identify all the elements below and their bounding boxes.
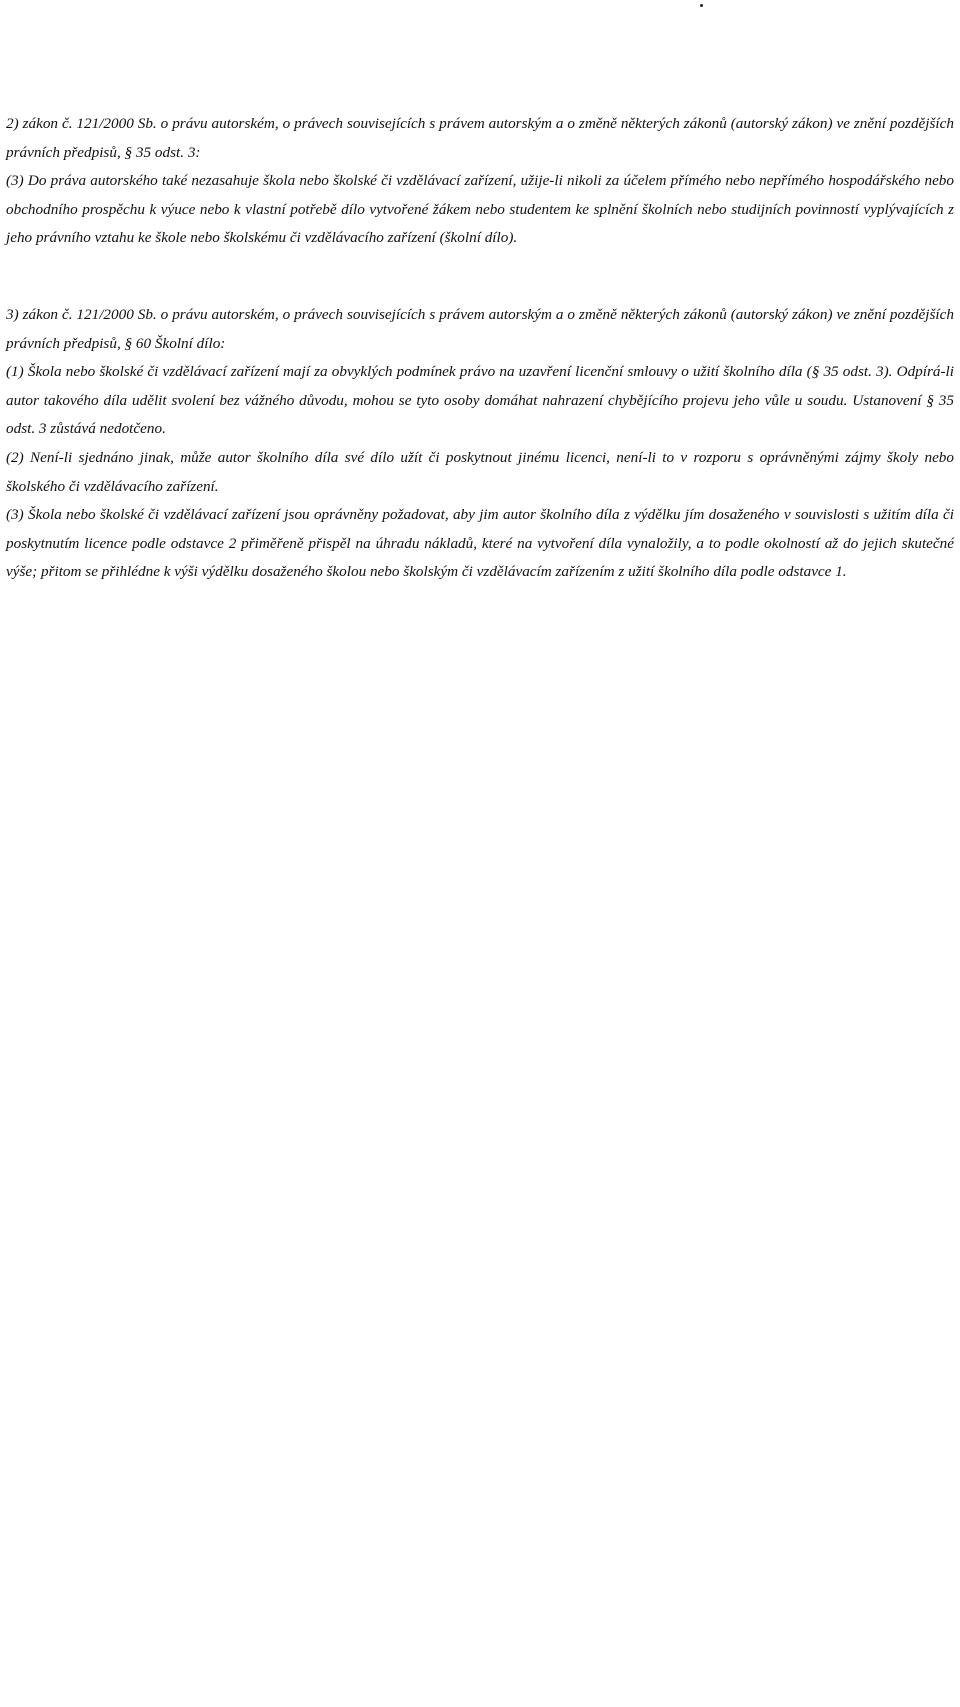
footnote-3-paragraph-1: (1) Škola nebo školské či vzdělávací zařízení mají za obvyklých podmínek právo na uzavření licenční smlouvy o užití školního díla (§ 35 odst. 3). Odpírá-li autor takového díla udělit svolení bez vážného důvodu, mohou se tyto osoby domáhat nahrazení chybějícího projevu jeho vůle u soudu. Ustanovení § 35 odst. 3 zůstává nedotčeno. [6,363,954,438]
scan-speck [700,4,703,7]
footnote-3-paragraph-2: (2) Není-li sjednáno jinak, může autor školního díla své dílo užít či poskytnout jinému licenci, není-li to v rozporu s oprávněnými zájmy školy nebo školského či vzdělávacího zařízení. [6,448,954,495]
footnote-3 [6,301,954,587]
footnote-2 [6,110,954,253]
footnote-2-paragraph: (3) Do práva autorského také nezasahuje škola nebo školské či vzdělávací zařízení, užije-li nikoli za účelem přímého nebo nepřímého hospodářského nebo obchodního prospěchu k výuce nebo k vlastní potřebě dílo vytvořené žákem nebo studentem ke splnění školních nebo studijních povinností vyplývajících z jeho právního vztahu ke škole nebo školskému či vzdělávacího zařízení (školní dílo). [6,172,954,247]
footnote-2-heading: 2) zákon č. 121/2000 Sb. o právu autorském, o právech souvisejících s právem autorským a o změně některých zákonů (autorský zákon) ve znění pozdějších právních předpisů, § 35 odst. 3: [6,115,954,161]
footnote-3-heading: 3) zákon č. 121/2000 Sb. o právu autorském, o právech souvisejících s právem autorským a o změně některých zákonů (autorský zákon) ve znění pozdějších právních předpisů, § 60 Školní dílo: [6,306,954,352]
footnote-3-paragraph-3: (3) Škola nebo školské či vzdělávací zařízení jsou oprávněny požadovat, aby jim autor školního díla z výdělku jím dosaženého v souvislosti s užitím díla či poskytnutím licence podle odstavce 2 přiměřeně přispěl na úhradu nákladů, které na vytvoření díla vynaložily, a to podle okolností až do jejich skutečné výše; přitom se přihlédne k výši výdělku dosaženého školou nebo školským či vzdělávacím zařízením z užití školního díla podle odstavce 1. [6,506,954,581]
